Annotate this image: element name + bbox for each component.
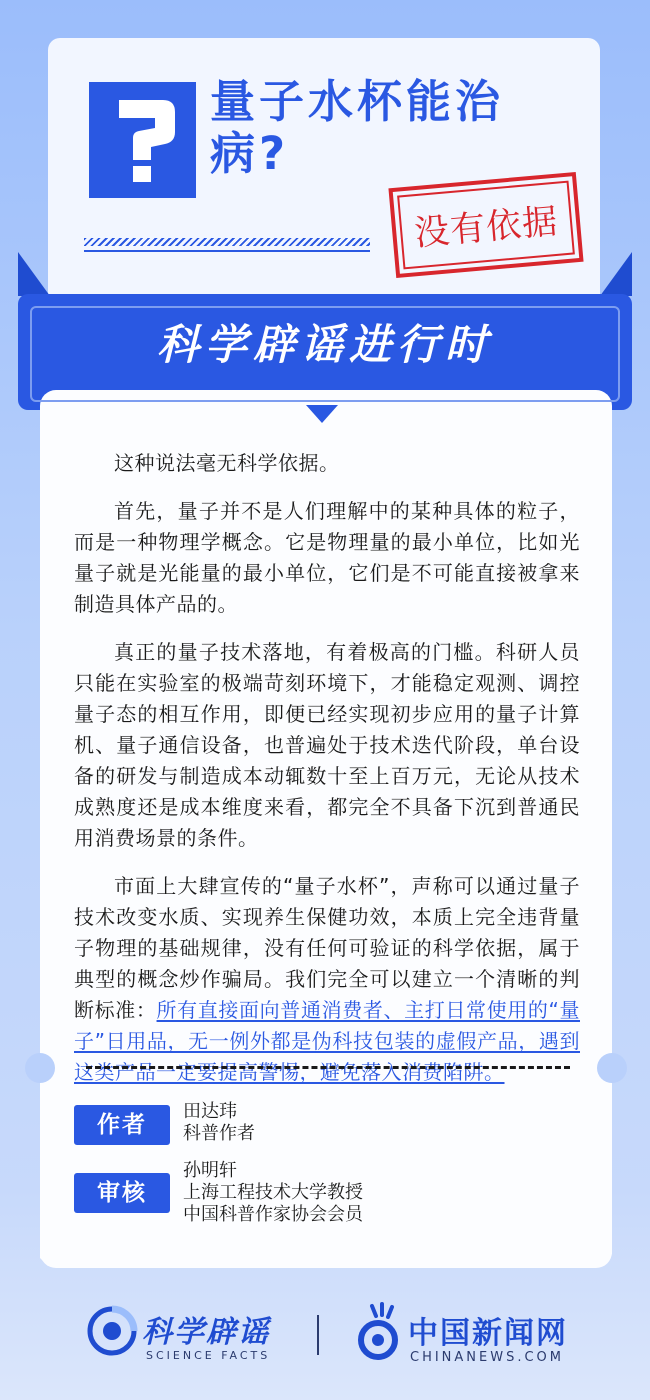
reviewer-title-2: 中国科普作家协会会员 [183,1204,363,1225]
author-title: 科普作者 [183,1123,255,1144]
paragraph-4 [74,871,580,1088]
judgment-standard-link[interactable]: 所有直接面向普通消费者、主打日常使用的“量子”日用品，无一例外都是伪科技包装的虚假产品，遇到这类产品一定要提高警惕，避免落入消费陷阱。 [74,998,580,1084]
reviewer-badge: 审核 [74,1173,170,1213]
science-facts-wordmark: 科学辟谣 [142,1315,270,1350]
science-facts-subtitle: SCIENCE FACTS [146,1349,271,1362]
hatch-underline [84,250,370,252]
author-info [183,1101,255,1145]
science-facts-mark-icon [86,1305,138,1357]
dashed-divider [86,1066,570,1069]
zigzag-edge [40,1250,612,1274]
hatch-decoration [84,238,370,246]
chinanews-domain: CHINANEWS.COM [410,1350,565,1365]
reviewer-title-1: 上海工程技术大学教授 [183,1182,363,1203]
banner-flap-left [18,252,50,296]
ticket-notch-right [597,1053,627,1083]
page-title [210,76,580,180]
paragraph-2: 首先，量子并不是人们理解中的某种具体的粒子，而是一种物理学概念。它是物理量的最小单位，比如光量子就是光能量的最小单位，它们是不可能直接被拿来制造具体产品的。 [74,499,580,616]
banner-title: 科学辟谣进行时 [156,320,493,369]
ticket-notch-left [25,1053,55,1083]
chinanews-logo [352,1300,582,1366]
science-facts-logo [86,1303,286,1365]
title-line-2: 病? [210,127,290,180]
red-stamp [388,172,583,278]
author-badge: 作者 [74,1105,170,1145]
paragraph-1: 这种说法毫无科学依据。 [114,451,340,475]
reviewer-info [183,1160,363,1226]
question-mark-icon [89,82,196,198]
article-body [74,448,580,1105]
down-triangle-icon [306,405,338,423]
paragraph-3: 真正的量子技术落地，有着极高的门槛。科研人员只能在实验室的极端苛刻环境下，才能稳定观测、调控量子态的相互作用，即便已经实现初步应用的量子计算机、量子通信设备，也普遍处于技术迭代阶段，单台设备的研发与制造成本动辄数十至上百万元，无论从技术成熟度还是成本维度来看，都完全不具备下沉到普通民用消费场景的条件。 [74,640,580,850]
stamp-text: 没有依据 [412,201,560,255]
footer-separator [317,1315,319,1355]
paragraph-4-text: 市面上大肆宣传的“量子水杯”，声称可以通过量子技术改变水质、实现养生保健功效，本质上完全违背量子物理的基础规律，没有任何可验证的科学依据，属于典型的概念炒作骗局。我们完全可以建立一个清晰的判断标准： [74,874,580,1022]
reviewer-name: 孙明轩 [183,1160,237,1181]
author-name: 田达玮 [183,1101,237,1122]
chinanews-at-icon [352,1302,408,1362]
chinanews-wordmark: 中国新闻网 [408,1316,568,1351]
title-line-1: 量子水杯能治 [210,75,505,128]
banner-flap-right [600,252,632,296]
